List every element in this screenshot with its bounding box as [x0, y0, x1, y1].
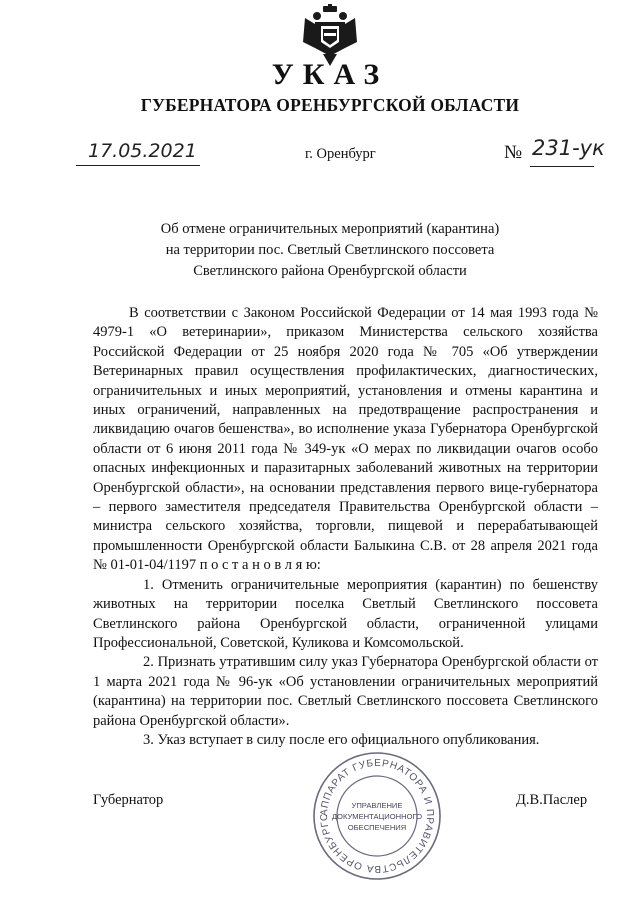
stamp-line: УПРАВЛЕНИЕ	[351, 801, 403, 810]
heading-line: Об отмене ограничительных мероприятий (карантина)	[160, 221, 500, 237]
decree-item-3: 3. Указ вступает в силу после его официального опубликования.	[143, 731, 540, 748]
number-underline	[530, 166, 594, 167]
document-heading	[0, 219, 640, 282]
signatory-name: Д.В.Паслер	[516, 792, 588, 808]
stamp-line: ОБЕСПЕЧЕНИЯ	[347, 823, 407, 832]
heading-line: на территории пос. Светлый Светлинского поссовета	[165, 242, 495, 258]
signatory-position: Губернатор	[93, 792, 164, 808]
document-body	[93, 304, 598, 750]
stamp-ring-text: АППАРАТ ГУБЕРНАТОРА И ПРАВИТЕЛЬСТВА ОРЕНБУРГС	[318, 757, 436, 875]
document-subtitle: ГУБЕРНАТОРА ОРЕНБУРГСКОЙ ОБЛАСТИ	[140, 95, 520, 115]
preamble-paragraph	[93, 304, 598, 576]
decree-item-1: 1. Отменить ограничительные мероприятия (карантин) по бешенству животных на территории поселка Светлый Светлинского поссовета Светлинского района Оренбургской области, ограниченной улицами Профессиональной, Советской, Куликова и Комсомольской.	[93, 576, 598, 651]
heading-line: Светлинского района Оренбургской области	[193, 263, 467, 279]
decree-keyword: п о с т а н о в л я ю:	[199, 557, 321, 574]
document-date: 17.05.2021	[88, 140, 197, 162]
document-number: 231-ук	[532, 136, 605, 160]
official-stamp	[311, 750, 443, 882]
document-city: г. Оренбург	[305, 146, 376, 162]
decree-item-2: 2. Признать утратившим силу указ Губернатора Оренбургской области от 1 марта 2021 года № 96-ук «Об установлении ограничительных мероприятий (карантина) на территории пос. Светлый Светлинского поссовета Светлинского района Оренбургской области».	[93, 654, 598, 729]
stamp-line: ДОКУМЕНТАЦИОННОГО	[331, 812, 423, 821]
document-title: УКАЗ	[271, 58, 389, 91]
date-underline	[76, 165, 200, 166]
number-sign: №	[504, 142, 523, 163]
preamble-text: В соответствии с Законом Российской Федерации от 14 мая 1993 года № 4979-1 «О ветеринарии», приказом Министерства сельского хозяйства Российской Федерации от 25 ноября 2020 года № 705 «Об утверждении Ветеринарных правил осуществления профилактических, диагностических, ограничительных и иных мероприятий, установления и отмены карантина и иных ограничений, направленных на предотвращение распространения и ликвидацию очагов бешенства», во исполнение указа Губернатора Оренбургской области от 6 июня 2011 года № 349-ук «О мерах по ликвидации очагов особо опасных инфекционных и паразитарных заболеваний животных на территории Оренбургской области», на основании представления первого вице-губернатора – первого заместителя председателя Правительства Оренбургской области – министра сельского хозяйства, торговли, пищевой и перерабатывающей промышленности Оренбургской области Балыкина С.В. от 28 апреля 2021 года № 01-01-04/1197	[93, 305, 598, 574]
